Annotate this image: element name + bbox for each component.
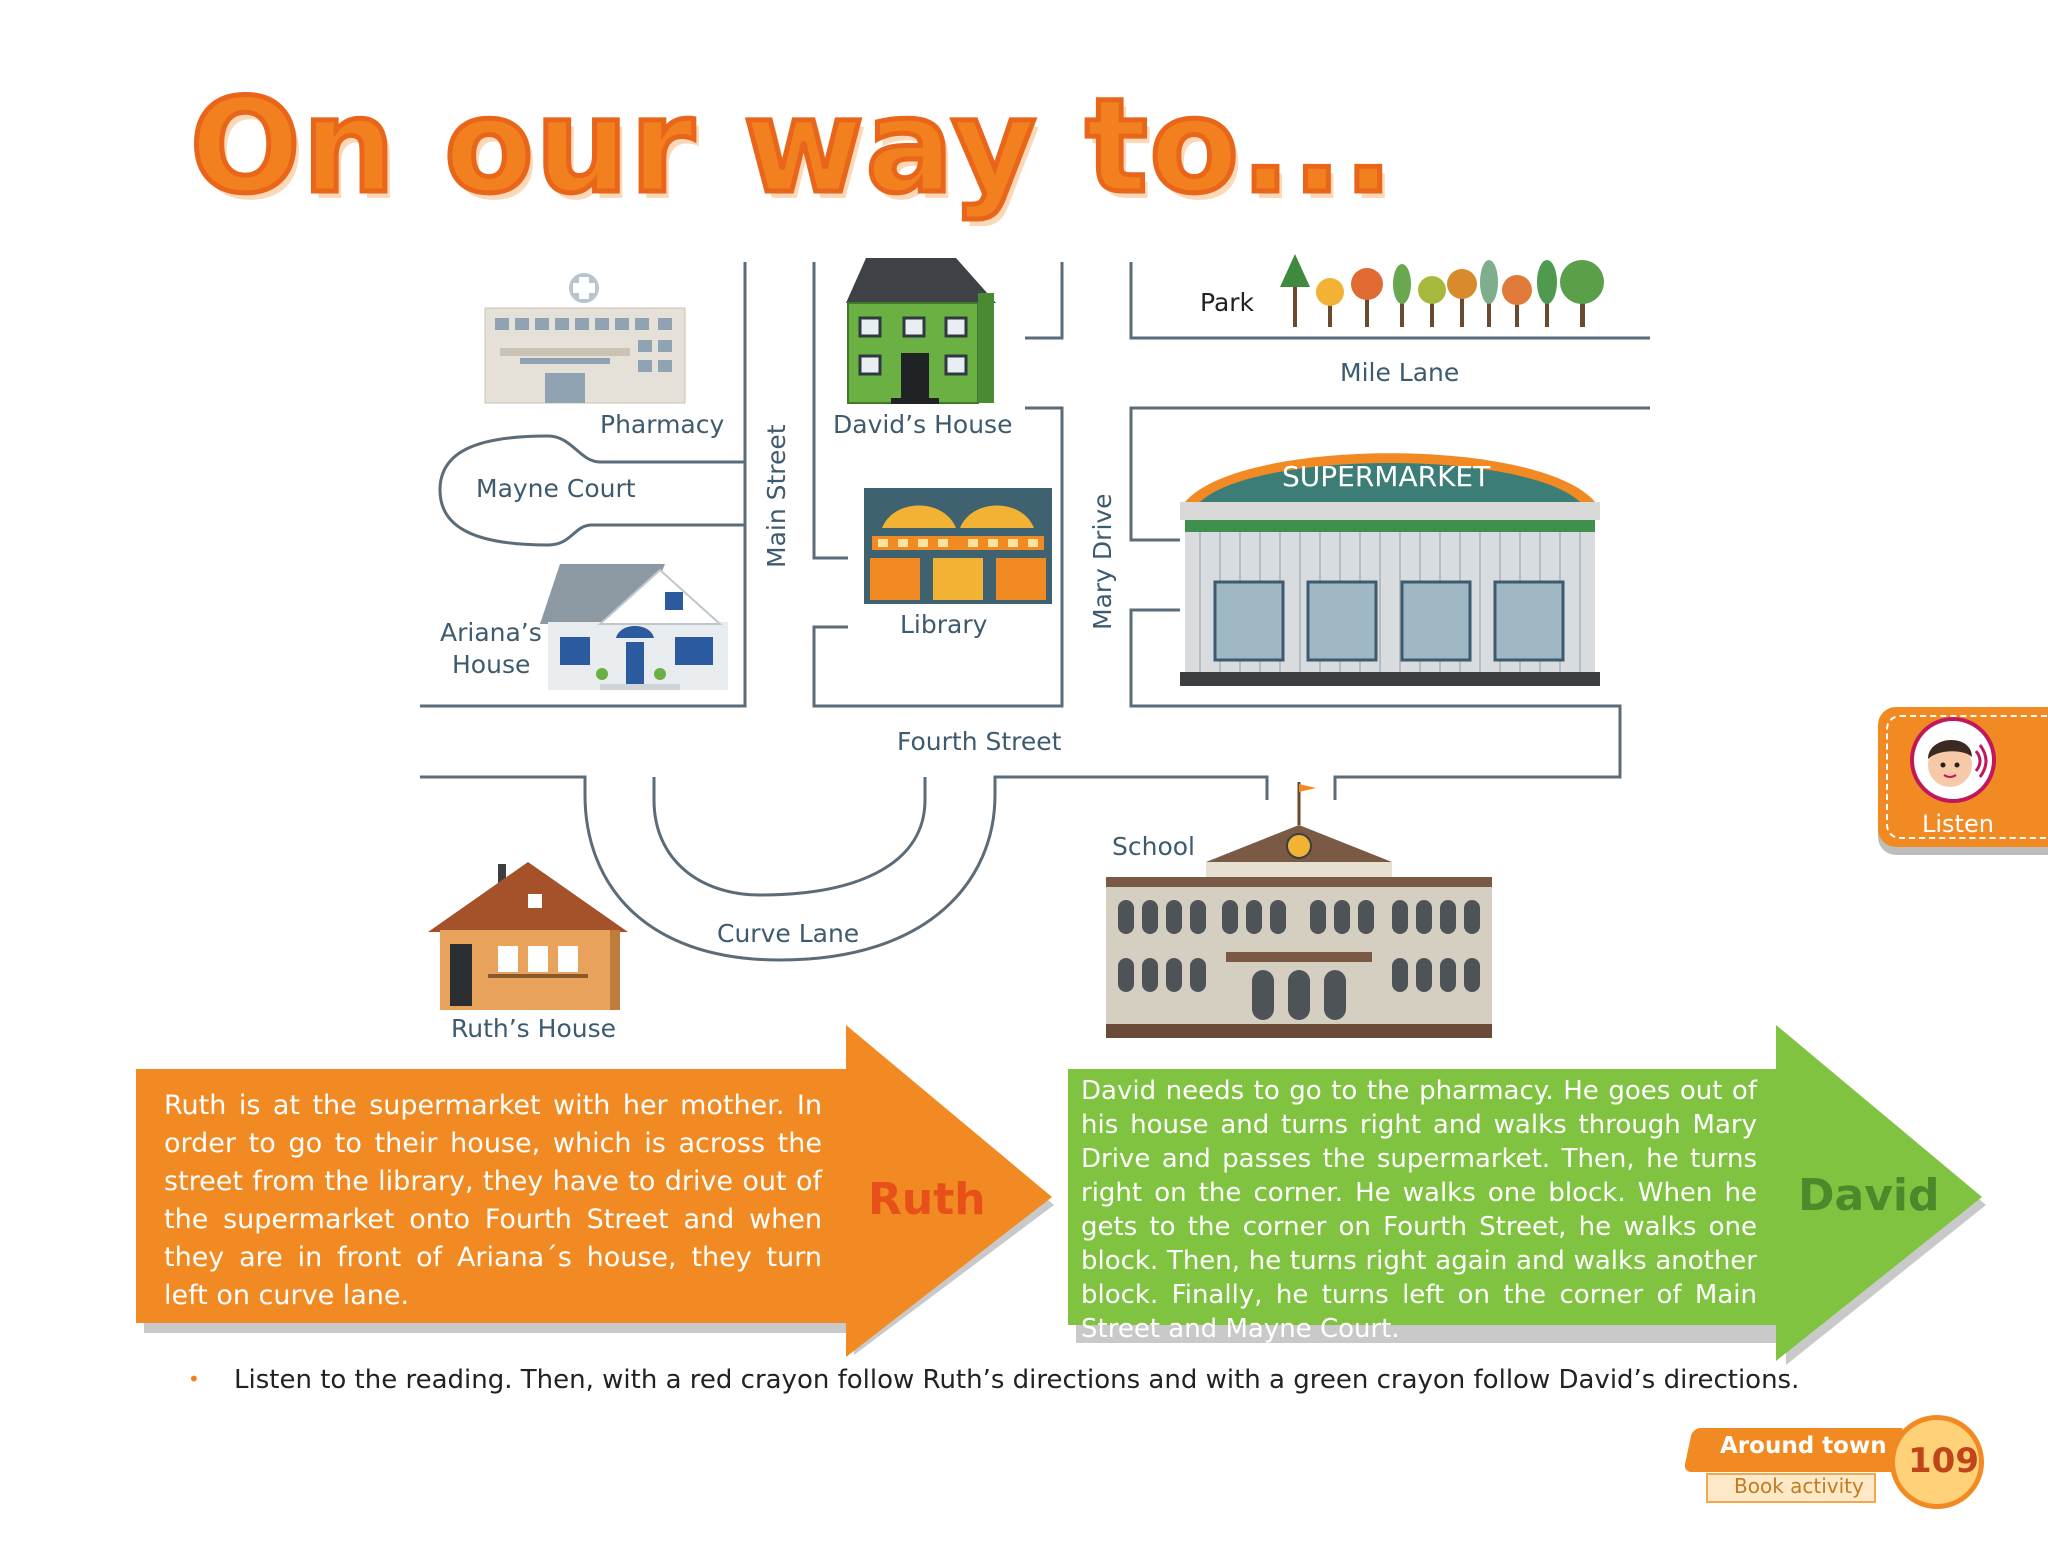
mile-lane-label: Mile Lane <box>1340 358 1460 387</box>
avatar-face-icon <box>1914 721 1992 799</box>
instruction-text: Listen to the reading. Then, with a red crayon follow Ruth’s directions and with a green crayon follow David’s directions. <box>234 1365 1800 1395</box>
mary-drive-label: Mary Drive <box>1088 493 1117 630</box>
listen-button[interactable] <box>1878 707 2048 847</box>
school-building-icon <box>1106 780 1492 1038</box>
main-street-label: Main Street <box>762 424 791 568</box>
pharmacy-label: Pharmacy <box>600 410 725 439</box>
fourth-street-label: Fourth Street <box>897 727 1062 756</box>
page-number: 109 <box>1908 1441 1979 1481</box>
curve-lane-label: Curve Lane <box>717 919 860 948</box>
ruth-directions-text: Ruth is at the supermarket with her mother. In order to go to their house, which is across the street from the library, they have to drive out of the supermarket onto Fourth Street and when they are in front of Ariana´s house, they turn left on curve lane. <box>164 1090 822 1311</box>
park-label: Park <box>1200 288 1255 317</box>
instruction-bullet: • <box>188 1367 200 1391</box>
david-directions-text: David needs to go to the pharmacy. He goes out of his house and turns right and walks through Mary Drive and passes the supermarket. Then, he turns right on the corner. He walks one block. When he gets to the corner on Fourth Street, he walks one block. Then, he turns right again and walks another block. Finally, he turns left on the corner of Main Street and Mayne Court. <box>1081 1076 1757 1344</box>
arianas-house-icon <box>540 562 736 692</box>
ruths-house-label: Ruth’s House <box>451 1014 617 1043</box>
road-davids-house-corner <box>1025 262 1062 338</box>
page-title: On our way to... <box>190 70 1395 222</box>
supermarket-sign: SUPERMARKET <box>1282 460 1491 493</box>
davids-house-label: David’s House <box>833 410 1013 439</box>
arianas-house-label-line1: Ariana’s <box>440 618 542 647</box>
speaker-avatar-icon <box>1910 717 1996 803</box>
ruths-house-icon <box>428 862 628 1012</box>
footer-section-title: Around town <box>1720 1433 1887 1459</box>
library-building-icon <box>864 488 1052 604</box>
park-trees-icon <box>1275 252 1615 332</box>
listen-label: Listen <box>1922 810 1994 838</box>
davids-house-icon <box>826 258 1006 408</box>
arianas-house-label-line2: House <box>452 650 531 679</box>
pharmacy-building-icon <box>480 268 690 408</box>
ruth-name-label: Ruth <box>868 1174 986 1225</box>
school-label: School <box>1112 832 1195 861</box>
road-curve-lane-inner <box>654 777 925 895</box>
footer-subtitle: Book activity <box>1734 1474 1864 1498</box>
mayne-court-label: Mayne Court <box>476 474 636 503</box>
library-label: Library <box>900 610 988 639</box>
david-name-label: David <box>1798 1170 1940 1221</box>
